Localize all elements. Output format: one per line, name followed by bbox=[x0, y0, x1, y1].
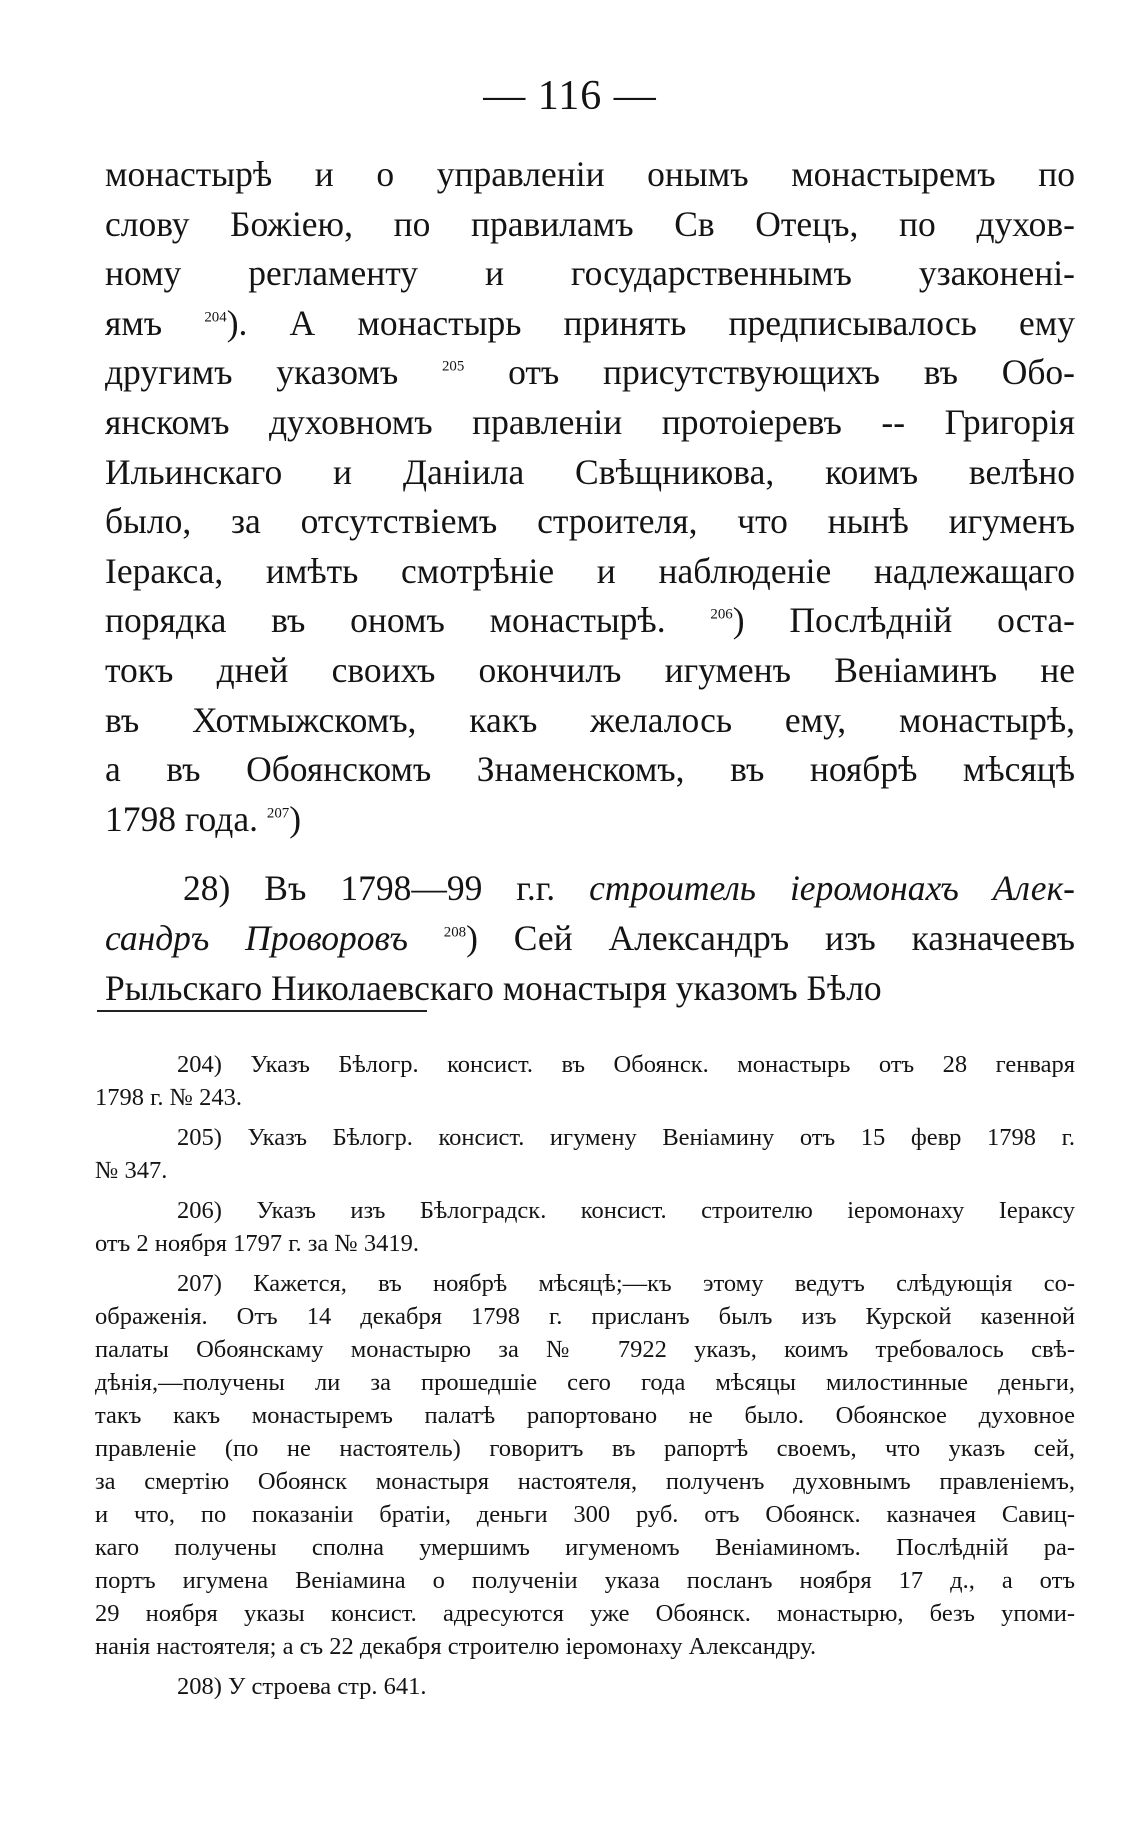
text-line bbox=[105, 299, 1075, 349]
footnote-ref-208[interactable]: 208 bbox=[443, 924, 467, 941]
text-line: было, за отсутствіемъ строителя, что нынѣ игуменъ bbox=[105, 501, 1075, 542]
footnote-line: правленіе (по не настоятель) говоритъ въ рапортѣ своемъ, что указъ сей, bbox=[95, 1435, 1075, 1462]
footnote-separator bbox=[97, 1010, 427, 1012]
footnote-line: 1798 г. № 243. bbox=[95, 1084, 243, 1111]
paragraph-gap bbox=[105, 844, 1075, 864]
text-fragment: ямъ bbox=[105, 302, 205, 343]
text-line: Іеракса, имѣть смотрѣніе и наблюденіе надлежащаго bbox=[105, 550, 1075, 591]
text-line: ному регламенту и государственнымъ узаконені- bbox=[105, 253, 1075, 294]
footnote-line: каго получены сполна умершимъ игуменомъ Веніаминомъ. Послѣдній ра- bbox=[95, 1534, 1075, 1561]
footnote-line: 205) Указъ Бѣлогр. консист. игумену Веніамину отъ 15 февр 1798 г. bbox=[177, 1124, 1075, 1151]
footnote-ref-205[interactable]: 205 bbox=[441, 358, 465, 375]
text-fragment: ) Сей Александръ изъ казначеевъ bbox=[466, 917, 1075, 958]
footnotes bbox=[95, 1048, 1075, 1710]
footnote-line: за смертію Обоянск монастыря настоятеля, полученъ духовнымъ правленіемъ, bbox=[95, 1468, 1075, 1495]
text-fragment: 1798 года. bbox=[105, 798, 267, 839]
text-line: токъ дней своихъ окончилъ игуменъ Веніаминъ не bbox=[105, 649, 1075, 690]
text-line: слову Божіею, по правиламъ Св Отецъ, по духов- bbox=[105, 203, 1075, 244]
text-line bbox=[105, 596, 1075, 646]
text-line bbox=[105, 795, 1075, 845]
footnote-204 bbox=[95, 1048, 1075, 1114]
italic-heading: строитель іеромонахъ Алек- bbox=[589, 868, 1075, 909]
page-number: — 116 — bbox=[483, 73, 657, 119]
text-line: Ильинскаго и Даніила Свѣщникова, коимъ велѣно bbox=[105, 451, 1075, 492]
footnote-line: палаты Обоянскаму монастырю за № 7922 указъ, коимъ требовалось свѣ- bbox=[95, 1336, 1075, 1363]
italic-heading: сандръ Проворовъ bbox=[105, 917, 408, 958]
text-line: въ Хотмыжскомъ, какъ желалось ему, монастырѣ, bbox=[105, 699, 1075, 740]
text-line: Рыльскаго Николаевскаго монастыря указомъ Бѣло bbox=[105, 967, 882, 1008]
footnote-line: и что, по показаніи братіи, деньги 300 руб. отъ Обоянск. казначея Савиц- bbox=[95, 1501, 1075, 1528]
text-line bbox=[105, 348, 1075, 398]
footnote-206 bbox=[95, 1194, 1075, 1260]
footnote-line: дѣнія,—получены ли за прошедшіе сего года мѣсяцы милостинные деньги, bbox=[95, 1369, 1075, 1396]
footnote-ref-207[interactable]: 207 bbox=[266, 805, 290, 822]
text-line bbox=[105, 864, 1075, 914]
footnote-line: портъ игумена Веніамина о полученіи указа посланъ ноября 17 д., а отъ bbox=[95, 1567, 1075, 1594]
text-line: янскомъ духовномъ правленіи протоіеревъ -- Григорія bbox=[105, 401, 1075, 442]
section-number-date: 28) Въ 1798—99 г.г. bbox=[183, 868, 590, 909]
footnote-line: 29 ноября указы консист. адресуются уже Обоянск. монастырю, безъ упоми- bbox=[95, 1600, 1075, 1627]
text-fragment: ) Послѣдній оста- bbox=[732, 600, 1075, 641]
footnote-line: отъ 2 ноября 1797 г. за № 3419. bbox=[95, 1230, 420, 1257]
footnote-line: ображенія. Отъ 14 декабря 1798 г. присланъ былъ изъ Курской казенной bbox=[95, 1303, 1075, 1330]
footnote-line: 208) У строева стр. 641. bbox=[177, 1673, 427, 1700]
main-text bbox=[105, 150, 1075, 1013]
text-fragment: другимъ указомъ bbox=[105, 352, 442, 393]
footnote-ref-206[interactable]: 206 bbox=[710, 606, 733, 623]
footnote-line: 206) Указъ изъ Бѣлоградск. консист. строителю іеромонаху Іераксу bbox=[177, 1197, 1075, 1224]
text-fragment: отъ присутствующихъ въ Обо- bbox=[464, 352, 1075, 393]
text-fragment: ) bbox=[289, 798, 302, 839]
text-fragment: порядка въ ономъ монастырѣ. bbox=[105, 600, 711, 641]
footnote-line: 207) Кажется, въ ноябрѣ мѣсяцѣ;—къ этому ведутъ слѣдующія со- bbox=[177, 1270, 1075, 1297]
footnote-line: № 347. bbox=[95, 1157, 168, 1184]
text-line: а въ Обоянскомъ Знаменскомъ, въ ноябрѣ мѣсяцѣ bbox=[105, 749, 1075, 790]
text-line bbox=[105, 914, 1075, 964]
footnote-207 bbox=[95, 1267, 1075, 1663]
text-fragment: ). А монастырь принять предписывалось ему bbox=[226, 302, 1075, 343]
footnote-line: такъ какъ монастыремъ палатѣ рапортовано не было. Обоянское духовное bbox=[95, 1402, 1075, 1429]
text-line: монастырѣ и о управленіи онымъ монастыремъ по bbox=[105, 154, 1075, 194]
footnote-line: 204) Указъ Бѣлогр. консист. въ Обоянск. монастырь отъ 28 генваря bbox=[177, 1051, 1075, 1078]
footnote-ref-204[interactable]: 204 bbox=[204, 309, 227, 326]
footnote-205 bbox=[95, 1121, 1075, 1187]
footnote-208 bbox=[95, 1670, 1075, 1703]
footnote-line: нанія настоятеля; а съ 22 декабря строителю іеромонаху Александру. bbox=[95, 1633, 817, 1660]
